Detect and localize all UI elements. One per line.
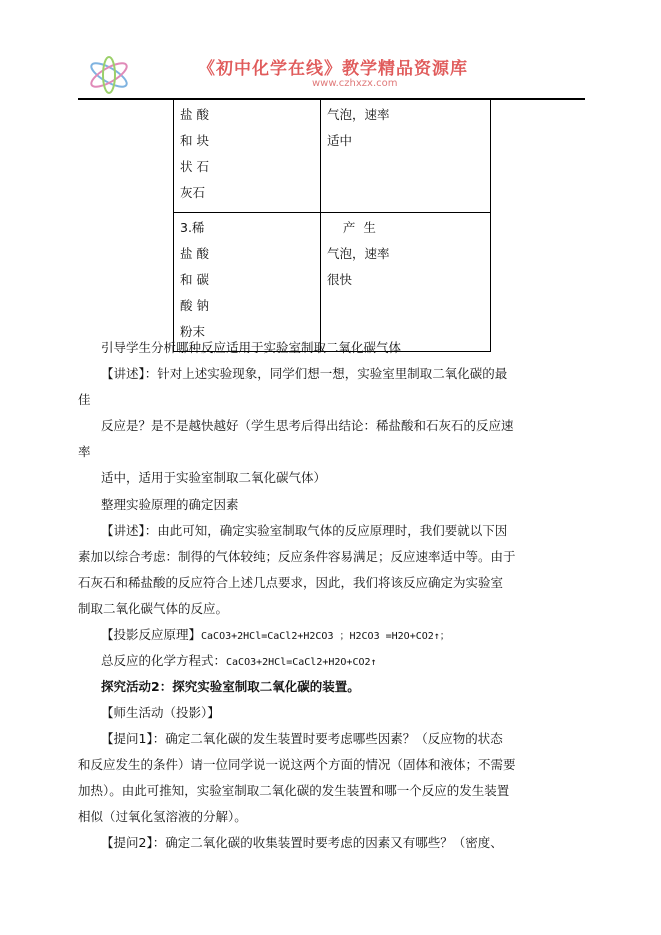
header-url: www.czhxzx.com xyxy=(312,78,398,89)
cell-line: 盐 酸 xyxy=(180,107,209,122)
cell-line: 灰石 xyxy=(180,185,206,200)
table-cell xyxy=(321,213,491,352)
paragraph-line: 整理实验原理的确定因素 xyxy=(101,497,239,512)
projection-line xyxy=(101,627,450,645)
cell-line: 气泡，速率 xyxy=(327,246,390,261)
header-title: 《初中化学在线》教学精品资源库 xyxy=(198,59,468,79)
paragraph-line: 相似（过氧化氢溶液的分解）。 xyxy=(78,809,247,824)
paragraph-line: 佳 xyxy=(78,392,91,407)
cell-line: 3.稀 xyxy=(180,220,205,235)
table-cell xyxy=(174,213,321,352)
cell-line: 状 石 xyxy=(180,159,209,174)
table-cell xyxy=(321,100,491,213)
projection-label: 【投影反应原理】 xyxy=(101,627,202,642)
cell-line: 酸 钠 xyxy=(180,298,209,313)
cell-line: 很快 xyxy=(327,272,353,287)
equation: CaCO3+2HCl=CaCl2+H2CO3 ；H2CO3 =H2O+CO2↑； xyxy=(201,631,450,642)
paragraph-line: 【讲述】：针对上述实验现象，同学们想一想，实验室里制取二氧化碳的最 xyxy=(101,366,508,381)
paragraph-line: 【提问2】：确定二氧化碳的收集装置时要考虑的因素又有哪些？（密度、 xyxy=(101,835,503,850)
paragraph-line: 反应是？是不是越快越好（学生思考后得出结论：稀盐酸和石灰石的反应速 xyxy=(101,418,514,433)
paragraph-line: 制取二氧化碳气体的反应。 xyxy=(78,601,229,616)
paragraph-line: 石灰石和稀盐酸的反应符合上述几点要求，因此，我们将该反应确定为实验室 xyxy=(78,575,504,590)
equation: CaCO3+2HCl=CaCl2+H2O+CO2↑ xyxy=(226,657,377,668)
paragraph-line: 引导学生分析哪种反应适用于实验室制取二氧化碳气体 xyxy=(101,340,402,355)
table-row xyxy=(174,100,491,213)
paragraph-line: 适中，适用于实验室制取二氧化碳气体） xyxy=(101,470,327,485)
total-label: 总反应的化学方程式： xyxy=(101,653,227,668)
cell-line: 和 块 xyxy=(180,133,209,148)
section-heading: 探究活动2：探究实验室制取二氧化碳的装置。 xyxy=(101,679,360,694)
cell-line: 和 碳 xyxy=(180,272,209,287)
paragraph-line: 【提问1】：确定二氧化碳的发生装置时要考虑哪些因素？（反应物的状态 xyxy=(101,731,503,746)
paragraph-line: 加热）。由此可推知，实验室制取二氧化碳的发生装置和哪一个反应的发生装置 xyxy=(78,783,510,798)
table-row xyxy=(174,213,491,352)
cell-line: 盐 酸 xyxy=(180,246,209,261)
cell-line: 适中 xyxy=(327,133,353,148)
experiment-table xyxy=(173,99,491,352)
paragraph-line: 【师生活动（投影）】 xyxy=(101,705,220,720)
paragraph-line: 率 xyxy=(78,444,91,459)
total-equation-line xyxy=(101,653,377,671)
logo-icon xyxy=(86,55,132,95)
paragraph-line: 素加以综合考虑：制得的气体较纯；反应条件容易满足；反应速率适中等。由于 xyxy=(78,549,516,564)
paragraph-line: 【讲述】：由此可知，确定实验室制取气体的反应原理时，我们要就以下因 xyxy=(101,523,508,538)
paragraph-line: 和反应发生的条件）请一位同学说一说这两个方面的情况（固体和液体；不需要 xyxy=(78,757,516,772)
cell-line: 产 生 xyxy=(327,220,376,235)
cell-line: 粉末 xyxy=(180,324,206,339)
cell-line: 气泡，速率 xyxy=(327,107,390,122)
table-cell xyxy=(174,100,321,213)
